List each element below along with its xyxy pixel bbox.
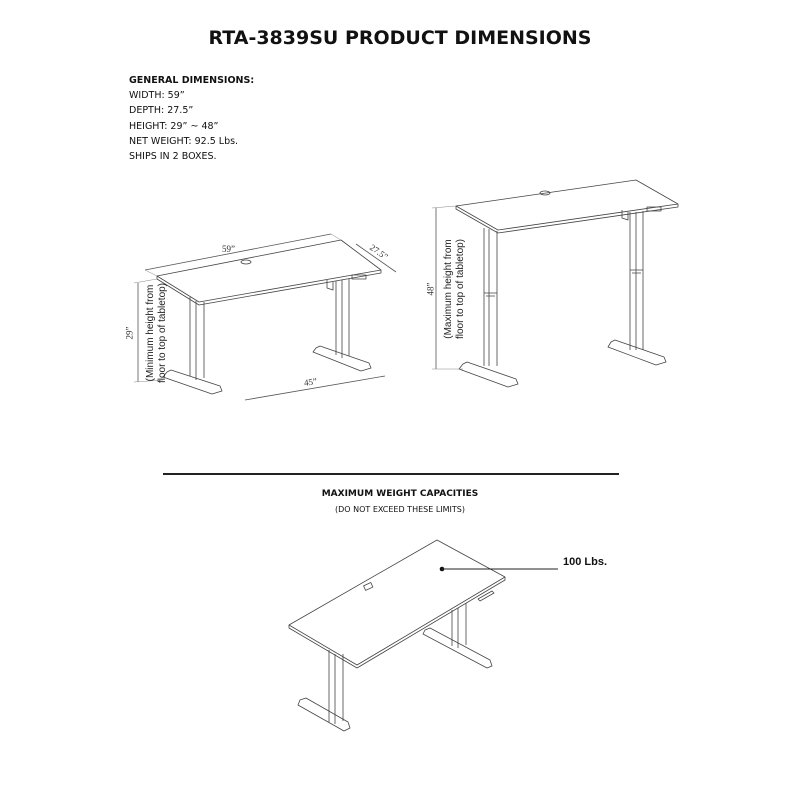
max-height-note: (Maximum height from floor to top of tabletop) bbox=[443, 238, 466, 340]
page-title: RTA-3839SU PRODUCT DIMENSIONS bbox=[208, 27, 592, 49]
foot-span-dimension-label: 45” bbox=[303, 376, 318, 388]
spec-depth: DEPTH: 27.5” bbox=[129, 105, 194, 117]
spec-height: HEIGHT: 29” ~ 48” bbox=[129, 120, 219, 132]
general-dimensions-header: GENERAL DIMENSIONS: bbox=[129, 75, 255, 86]
max-height-dimension-label: 48” bbox=[425, 282, 436, 296]
load-capacity-label: 100 Lbs. bbox=[563, 556, 608, 568]
width-dimension-label: 59” bbox=[222, 244, 235, 254]
depth-dimension-label: 27.5” bbox=[367, 242, 390, 262]
min-height-note: (Minimum height from floor to top of tabletop) bbox=[145, 282, 168, 384]
weight-capacity-desk-drawing bbox=[289, 540, 558, 731]
spec-net-weight: NET WEIGHT: 92.5 Lbs. bbox=[129, 135, 239, 147]
weight-capacity-header: MAXIMUM WEIGHT CAPACITIES bbox=[321, 489, 479, 499]
spec-width: WIDTH: 59” bbox=[129, 90, 185, 102]
min-height-dimension-label: 29” bbox=[124, 326, 135, 340]
spec-ships: SHIPS IN 2 BOXES. bbox=[129, 151, 217, 163]
min-height-desk-drawing bbox=[134, 234, 396, 400]
weight-capacity-subheader: (DO NOT EXCEED THESE LIMITS) bbox=[335, 505, 465, 514]
section-divider bbox=[163, 473, 619, 475]
